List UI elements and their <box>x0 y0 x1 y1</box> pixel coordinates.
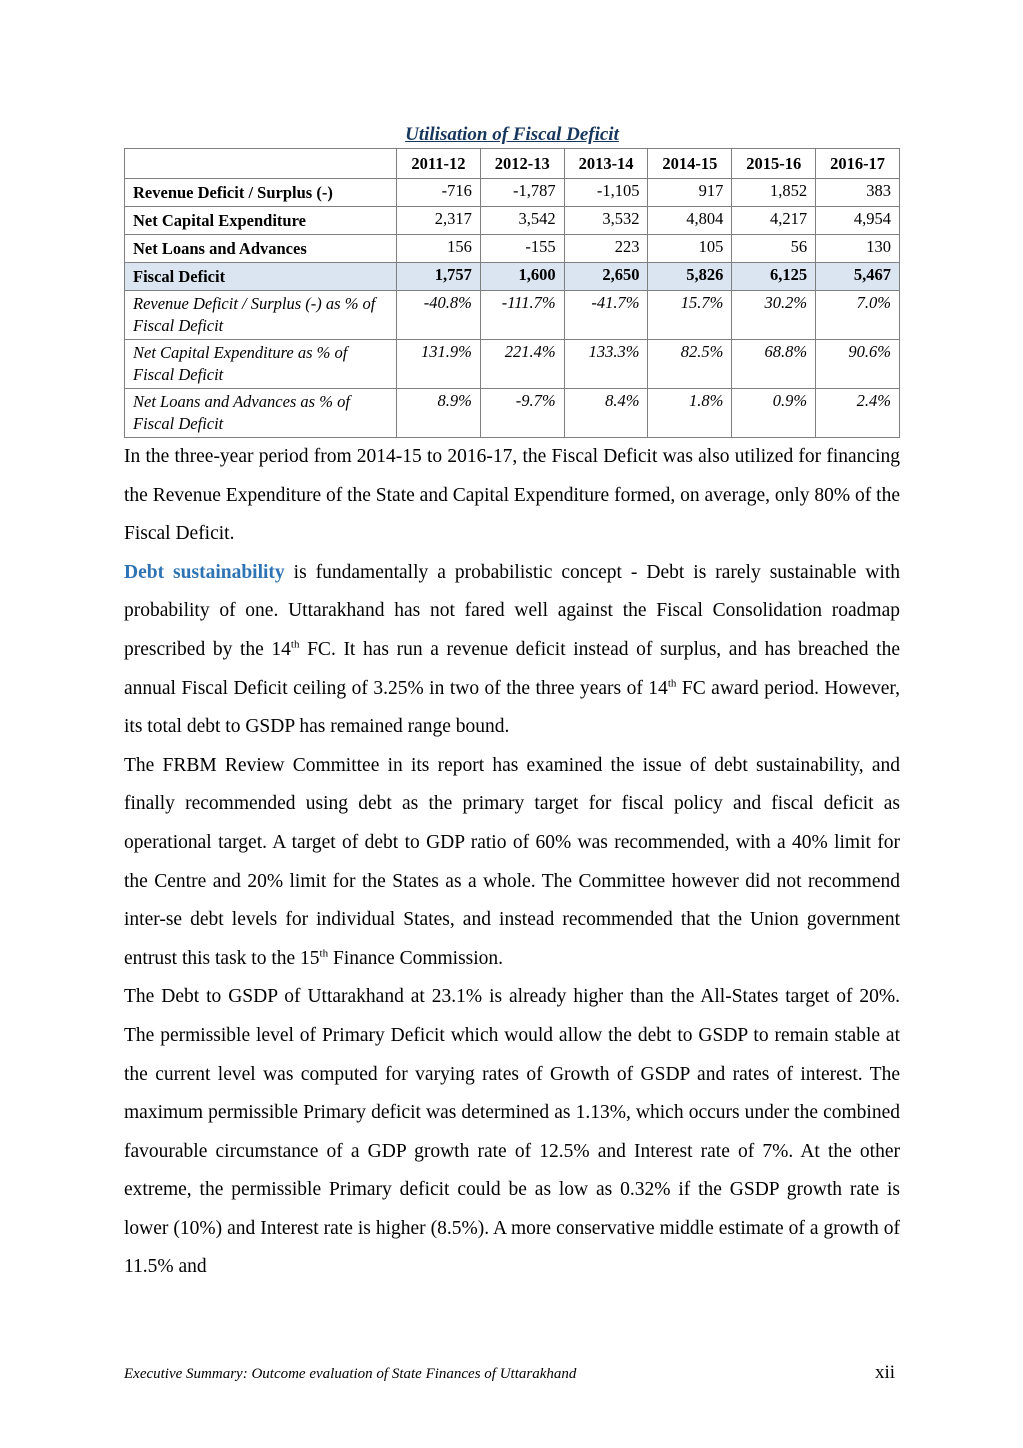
table-title: Utilisation of Fiscal Deficit <box>405 124 619 145</box>
body-text <box>124 438 900 1287</box>
table-cell: 156 <box>397 235 481 263</box>
row-label: Revenue Deficit / Surplus (-) <box>125 179 397 207</box>
table-cell: 0.9% <box>732 389 816 438</box>
table-cell: 82.5% <box>648 340 732 389</box>
table-cell: 3,532 <box>564 207 648 235</box>
table-cell: 8.4% <box>564 389 648 438</box>
header-corner-cell <box>125 149 397 179</box>
table-cell: 917 <box>648 179 732 207</box>
table-cell: 2,650 <box>564 263 648 291</box>
paragraph <box>124 747 900 979</box>
page-number: xii <box>874 1362 895 1383</box>
row-label: Net Capital Expenditure as % of Fiscal Deficit <box>125 340 397 389</box>
table-row <box>125 179 900 207</box>
table-cell: 8.9% <box>397 389 481 438</box>
table-cell: 2,317 <box>397 207 481 235</box>
column-header: 2011-12 <box>397 149 481 179</box>
table-cell: 105 <box>648 235 732 263</box>
table-cell: -111.7% <box>480 291 564 340</box>
table-cell: 133.3% <box>564 340 648 389</box>
table-cell: -9.7% <box>480 389 564 438</box>
table-cell: 56 <box>732 235 816 263</box>
table-row <box>125 235 900 263</box>
table-cell: -40.8% <box>397 291 481 340</box>
superscript: th <box>319 947 329 960</box>
paragraph-text: The FRBM Review Committee in its report has examined the issue of debt sustainability, and finally recommended using debt as the primary target for fiscal policy and fiscal deficit as operational target. A target of debt to GDP ratio of 60% was recommended, with a 40% limit for the Centre and 20% limit for the States as a whole. The Committee however did not recommend inter-se debt levels for individual States, and instead recommended that the Union government entrust this task to the 15 <box>124 754 900 969</box>
column-header: 2016-17 <box>816 149 900 179</box>
table-row <box>125 207 900 235</box>
row-label: Net Loans and Advances <box>125 235 397 263</box>
table-cell: 221.4% <box>480 340 564 389</box>
paragraph-text: Finance Commission. <box>328 947 504 969</box>
table-cell: 131.9% <box>397 340 481 389</box>
table-cell: 4,804 <box>648 207 732 235</box>
highlight-term: Debt sustainability <box>124 561 285 583</box>
table-cell: -41.7% <box>564 291 648 340</box>
paragraph-text: is fundamentally a probabilistic concept - Debt is rarely sustainable with probability of one. Uttarakhand has not fared well against the Fiscal Consolidation roadmap prescribed by the 14 <box>124 561 900 660</box>
row-label: Fiscal Deficit <box>125 263 397 291</box>
row-label: Net Loans and Advances as % of Fiscal Deficit <box>125 389 397 438</box>
paragraph: In the three-year period from 2014-15 to 2016-17, the Fiscal Deficit was also utilized for financing the Revenue Expenditure of the State and Capital Expenditure formed, on average, only 80% of the Fiscal Deficit. <box>124 446 900 545</box>
table-cell: 1,757 <box>397 263 481 291</box>
table-cell: 6,125 <box>732 263 816 291</box>
table-cell: 68.8% <box>732 340 816 389</box>
column-header: 2015-16 <box>732 149 816 179</box>
column-header: 2014-15 <box>648 149 732 179</box>
superscript: th <box>667 677 677 690</box>
table-cell: -1,105 <box>564 179 648 207</box>
table-cell: 223 <box>564 235 648 263</box>
table-row <box>125 389 900 438</box>
table-cell: 383 <box>816 179 900 207</box>
footer-text: Executive Summary: Outcome evaluation of State Finances of Uttarakhand <box>124 1366 577 1382</box>
table-cell: 130 <box>816 235 900 263</box>
column-header: 2013-14 <box>564 149 648 179</box>
table-cell: 2.4% <box>816 389 900 438</box>
column-header: 2012-13 <box>480 149 564 179</box>
table-cell: 1.8% <box>648 389 732 438</box>
table-cell: 5,826 <box>648 263 732 291</box>
table-cell: 4,954 <box>816 207 900 235</box>
paragraph <box>124 554 900 747</box>
table-cell: 90.6% <box>816 340 900 389</box>
paragraph-text: FC award period. However, its total debt to GSDP has remained range bound. <box>124 677 900 738</box>
row-label: Revenue Deficit / Surplus (-) as % of Fiscal Deficit <box>125 291 397 340</box>
fiscal-deficit-row <box>125 263 900 291</box>
table-row <box>125 291 900 340</box>
table-cell: 4,217 <box>732 207 816 235</box>
table-row <box>125 340 900 389</box>
table-cell: 15.7% <box>648 291 732 340</box>
table-cell: -716 <box>397 179 481 207</box>
row-label: Net Capital Expenditure <box>125 207 397 235</box>
table-cell: 1,600 <box>480 263 564 291</box>
paragraph-text: FC. It has run a revenue deficit instead of surplus, and has breached the annual Fiscal Deficit ceiling of 3.25% in two of the three years of 14 <box>124 638 900 699</box>
table-cell: -1,787 <box>480 179 564 207</box>
table-cell: 30.2% <box>732 291 816 340</box>
table-cell: 1,852 <box>732 179 816 207</box>
table-cell: 7.0% <box>816 291 900 340</box>
table-cell: 3,542 <box>480 207 564 235</box>
paragraph: The Debt to GSDP of Uttarakhand at 23.1% is already higher than the All-States target of 20%. The permissible level of Primary Deficit which would allow the debt to GSDP to remain stable at the current level was computed for varying rates of Growth of GSDP and rates of interest. The maximum permissible Primary deficit was determined as 1.13%, which occurs under the combined favourable circumstance of a GDP growth rate of 12.5% and Interest rate of 7%. At the other extreme, the permissible Primary deficit could be as low as 0.32% if the GSDP growth rate is lower (10%) and Interest rate is higher (8.5%). A more conservative middle estimate of a growth of 11.5% and <box>124 986 900 1278</box>
table-cell: 5,467 <box>816 263 900 291</box>
fiscal-deficit-table <box>124 148 900 438</box>
table-cell: -155 <box>480 235 564 263</box>
table-header-row <box>125 149 900 179</box>
superscript: th <box>290 638 300 651</box>
